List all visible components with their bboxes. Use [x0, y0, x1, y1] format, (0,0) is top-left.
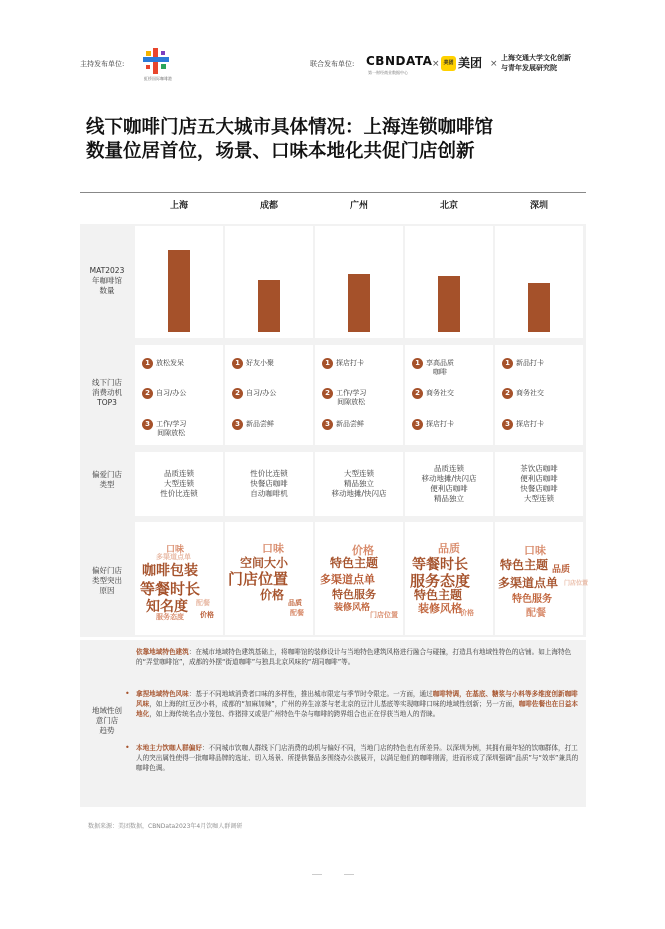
times-icon: ×	[432, 59, 440, 69]
motive-label: 工作/学习 间隙放松	[336, 389, 367, 406]
word-cloud	[494, 538, 589, 622]
title-line2: 数量位居首位，场景、口味本地化共促门店创新	[86, 141, 475, 162]
trend-lead: 本地主力饮咖人群偏好	[136, 744, 202, 752]
trend-body: ：不同城市饮咖人群线下门店消费的动机与偏好不同，当地门店的特色也有所差异。以深圳为例，其拥有最年轻的饮咖群体，打工人的突出属性使得一批咖啡品牌的选址、切入场景、所提供餐品多围绕办公族展开，以满足他们的咖啡刚需，进而形成了深圳强调“品质”与“效率”兼具的咖啡色调。	[136, 744, 579, 772]
cloud-word: 配餐	[196, 599, 210, 607]
row-label-trends: 地域性创 意门店 趋势	[92, 706, 122, 735]
title-line1: 线下咖啡门店五大城市具体情况：上海连锁咖啡馆	[86, 117, 494, 138]
motive-item	[502, 358, 584, 369]
motive-item	[232, 419, 314, 430]
cloud-word: 多渠道点单	[498, 576, 559, 590]
bullet-icon: •	[125, 743, 130, 752]
motive-item	[142, 358, 224, 369]
motive-label: 商务社交	[516, 389, 544, 397]
motive-item	[232, 358, 314, 369]
cloud-word: 价格	[352, 544, 374, 557]
row-label-count: MAT2023 年咖啡馆 数量	[89, 266, 125, 295]
rank-number-icon: 3	[412, 419, 423, 430]
motive-item	[502, 388, 584, 399]
row-label-motives: 线下门店 消费动机 TOP3	[92, 378, 122, 407]
sjtu-logo	[501, 53, 571, 73]
trend-lead: 拿捏地域特色风味	[136, 690, 189, 698]
trend-lead: 依靠地域特色建筑	[136, 648, 189, 656]
page-title	[86, 116, 606, 164]
cloud-word: 特色服务	[332, 588, 376, 601]
city-header: 上海	[169, 201, 188, 211]
motive-label: 自习/办公	[156, 389, 187, 397]
trend-paragraph-2: 拿捏地域特色风味：基于不同地域消费者口味的多样性，推出城市限定与季节时令限定。一方面，通过咖啡特调，在基底、糖浆与小料等多维度创新咖啡风味，如上海的红豆沙小料，成都的“加麻加辣”，广州的养生凉茶与老北京的豆汁儿基底等实现咖啡口味的地域性创新；另一方面，咖啡佐餐也在日益本地化，如上海传统名点小笼包、炸猪排又或是广州特色牛杂与咖啡的跨界组合也正在俘获当地人的青睐。	[136, 690, 579, 718]
cloud-word: 特色主题	[330, 556, 379, 570]
sjtu-line1: 上海交通大学文化创新	[501, 54, 571, 62]
type-list: 大型连锁 精品独立 移动地摊/快闪店	[331, 469, 387, 498]
cloud-word: 特色主题	[500, 558, 549, 572]
cloud-word: 装修风格	[334, 603, 371, 613]
type-list: 品质连锁 大型连锁 性价比连锁	[160, 469, 198, 498]
motive-item	[412, 358, 494, 377]
rank-number-icon: 2	[502, 388, 513, 399]
rank-number-icon: 2	[232, 388, 243, 399]
row-label-types: 偏爱门店 类型	[92, 470, 122, 489]
cloud-word: 口味	[524, 544, 546, 557]
rank-number-icon: 2	[322, 388, 333, 399]
rank-number-icon: 1	[142, 358, 153, 369]
cloud-word: 口味	[262, 542, 284, 555]
rank-number-icon: 3	[502, 419, 513, 430]
cloud-word: 知名度	[146, 599, 188, 615]
trend-paragraph-3	[136, 743, 582, 773]
bar	[438, 276, 460, 332]
motive-label: 探店打卡	[516, 420, 544, 428]
motive-item	[142, 419, 224, 438]
cloud-word: 品质	[552, 565, 571, 575]
word-cloud	[224, 538, 314, 622]
bar	[168, 250, 190, 332]
city-header: 北京	[439, 201, 458, 211]
rank-number-icon: 1	[412, 358, 423, 369]
motive-label: 新品尝鲜	[336, 420, 364, 428]
cloud-word: 品质	[438, 542, 460, 555]
cbndata-subtitle: 第一财经商业数据中心	[368, 70, 408, 75]
rank-number-icon: 3	[142, 419, 153, 430]
cloud-word: 品质	[288, 599, 302, 607]
city-header: 广州	[349, 201, 368, 211]
motive-item	[502, 419, 584, 430]
bullet-icon: •	[125, 689, 130, 698]
word-cloud	[314, 538, 404, 622]
rank-number-icon: 2	[142, 388, 153, 399]
type-list: 性价比连锁 快餐店咖啡 自动咖啡机	[250, 469, 288, 498]
cloud-word: 配餐	[290, 609, 304, 617]
type-list: 品质连锁 移动地摊/快闪店 便利店咖啡 精品独立	[421, 464, 477, 503]
cloud-word: 服务态度	[410, 572, 471, 590]
city-header: 成都	[259, 201, 278, 211]
cloud-word: 价格	[200, 611, 214, 619]
motive-label: 探店打卡	[426, 420, 454, 428]
page-mark	[344, 874, 354, 875]
row-label-reasons: 偏好门店 类型突出 原因	[92, 566, 122, 595]
copublish-label: 联合发布单位:	[310, 60, 355, 68]
cloud-word: 空间大小	[240, 556, 289, 570]
rank-number-icon: 3	[232, 419, 243, 430]
rank-number-icon: 2	[412, 388, 423, 399]
cloud-word: 咖啡包装	[142, 563, 198, 579]
rank-number-icon: 1	[502, 358, 513, 369]
motive-item	[412, 388, 494, 399]
rank-number-icon: 1	[322, 358, 333, 369]
motive-item	[142, 388, 224, 399]
cloud-word: 特色服务	[512, 594, 552, 605]
cloud-word: 等餐时长	[140, 580, 201, 598]
host-label: 主持发布单位:	[80, 60, 125, 68]
cloud-word: 配餐	[526, 608, 546, 619]
motive-item	[412, 419, 494, 430]
cloud-word: 多渠道点单	[156, 553, 191, 561]
motive-item	[232, 388, 314, 399]
trend-paragraph-1	[136, 647, 582, 667]
cbndata-logo: CBNDATA	[366, 54, 433, 68]
cloud-word: 门店位置	[370, 611, 398, 619]
cloud-word: 多渠道点单	[320, 573, 375, 586]
page-mark	[312, 874, 322, 875]
cloud-word: 价格	[460, 609, 474, 617]
motive-label: 商务社交	[426, 389, 454, 397]
meituan-badge: 美团	[441, 56, 456, 71]
times-icon: ×	[490, 59, 498, 69]
host-logo-caption: 虹桥国际咖啡港	[144, 76, 172, 81]
motive-label: 享高品质 咖啡	[426, 359, 454, 376]
cloud-word: 装修风格	[418, 602, 462, 615]
city-header: 深圳	[529, 201, 548, 211]
cloud-word: 门店位置	[228, 570, 289, 588]
word-cloud	[404, 538, 494, 622]
trend-body: ：在城市地域特色建筑基础上，将咖啡馆的装修设计与当地特色建筑风格进行融合与碰撞，打造具有地域性特色的店铺。如上海特色的“弄堂咖啡馆”，成都的外摆“街道咖啡”与独具北京风味的“胡同咖啡”等。	[136, 648, 572, 666]
cloud-word: 服务态度	[156, 613, 184, 621]
motive-label: 工作/学习 间隙放松	[156, 420, 187, 437]
motive-label: 新品尝鲜	[246, 420, 274, 428]
bar	[528, 283, 550, 332]
rank-number-icon: 3	[322, 419, 333, 430]
cloud-word: 门店位置	[564, 580, 589, 587]
host-logo	[140, 48, 172, 74]
rank-number-icon: 1	[232, 358, 243, 369]
motive-label: 自习/办公	[246, 389, 277, 397]
cloud-word: 价格	[260, 588, 285, 602]
motive-label: 探店打卡	[336, 359, 364, 367]
motive-label: 放松发呆	[156, 359, 184, 367]
bar	[258, 280, 280, 332]
motive-item	[322, 358, 404, 369]
motive-item	[322, 388, 404, 407]
word-cloud	[134, 538, 224, 622]
meituan-logo: 美团	[458, 56, 483, 70]
cloud-word: 口味	[166, 545, 185, 555]
source-note: 数据来源：美团数据，CBNData2023年4月饮咖人群调研	[88, 823, 243, 830]
cloud-word: 等餐时长	[412, 557, 468, 573]
sjtu-line2: 与青年发展研究院	[501, 64, 557, 72]
divider	[80, 192, 586, 193]
type-list: 茶饮店咖啡 便利店咖啡 快餐店咖啡 大型连锁	[520, 464, 558, 503]
bar	[348, 274, 370, 332]
motive-item	[322, 419, 404, 430]
motive-label: 新品打卡	[516, 359, 544, 367]
cloud-word: 特色主题	[414, 588, 463, 602]
motive-label: 好友小聚	[246, 359, 274, 367]
